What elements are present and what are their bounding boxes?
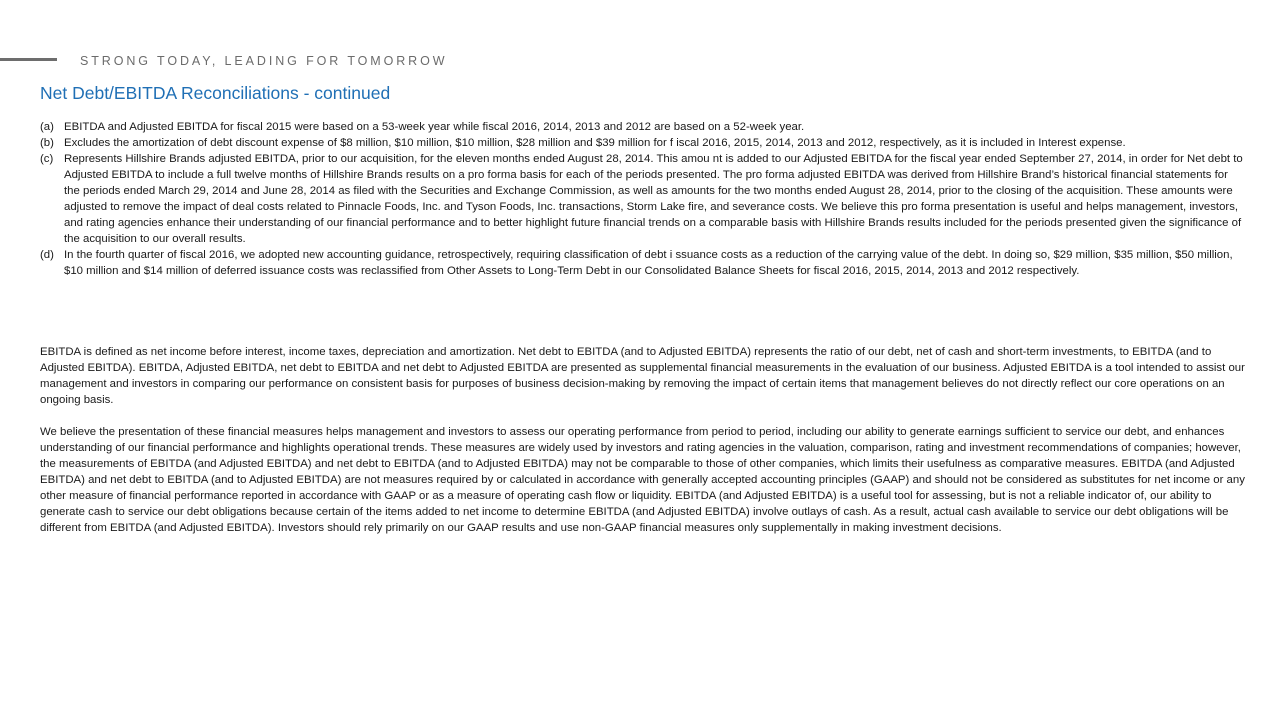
footnotes-list — [40, 119, 1246, 279]
footnote-label: (c) — [40, 153, 54, 165]
footnote-text: Represents Hillshire Brands adjusted EBITDA, prior to our acquisition, for the eleven months ended August 28, 2014. This amou nt is added to our Adjusted EBITDA for the fiscal year ended September 27, 2014, in order for Net debt to Adjusted EBITDA to include a full twelve months of Hillshire Brands results on a pro forma basis for each of the periods presented. The pro forma adjusted EBITDA was derived from Hillshire Brand’s historical financial statements for the periods ended March 29, 2014 and June 28, 2014 as filed with the Securities and Exchange Commission, as well as amounts for the two months ended August 28, 2014, prior to the closing of the acquisition. These amounts were adjusted to remove the impact of deal costs related to Pinnacle Foods, Inc. and Tyson Foods, Inc. transactions, Storm Lake fire, and severance costs. We believe this pro forma presentation is useful and helps management, investors, and rating agencies enhance their understanding of our financial performance and to better highlight future financial trends on a comparable basis with Hillshire Brands results included for the periods presented given the significance of the acquisition to our overall results. — [64, 153, 1243, 245]
footnote-label: (a) — [40, 121, 54, 133]
footnote-c — [40, 151, 1246, 247]
footnote-d — [40, 247, 1246, 279]
slide-tagline: STRONG TODAY, LEADING FOR TOMORROW — [80, 54, 448, 68]
footnote-a — [40, 119, 1246, 135]
footnote-text: In the fourth quarter of fiscal 2016, we adopted new accounting guidance, retrospectively, requiring classification of debt i ssuance costs as a reduction of the carrying value of the debt. In doing so, $29 million, $35 million, $50 million, $10 million and $14 million of deferred issuance costs was reclassified from Other Assets to Long-Term Debt in our Consolidated Balance Sheets for fiscal 2016, 2015, 2014, 2013 and 2012 respectively. — [64, 249, 1233, 277]
ebitda-usefulness-paragraph: We believe the presentation of these financial measures helps management and investors to assess our operating performance from period to period, including our ability to generate earnings sufficient to service our debt, and enhances understanding of our financial performance and highlights operational trends. These measures are widely used by investors and rating agencies in the valuation, comparison, rating and investment recommendations of companies; however, the measurements of EBITDA (and Adjusted EBITDA) and net debt to EBITDA (and to Adjusted EBITDA) may not be comparable to those of other companies, which limits their usefulness as comparative measures. EBITDA (and Adjusted EBITDA) and net debt to EBITDA (and to Adjusted EBITDA) are not measures required by or calculated in accordance with generally accepted accounting principles (GAAP) and should not be considered as substitutes for net income or any other measure of financial performance reported in accordance with GAAP or as a measure of operating cash flow or liquidity. EBITDA (and Adjusted EBITDA) is a useful tool for assessing, but is not a reliable indicator of, our ability to generate cash to service our debt obligations because certain of the items added to net income to determine EBITDA (and Adjusted EBITDA) involve outlays of cash. As a result, actual cash available to service our debt obligations will be different from EBITDA (and Adjusted EBITDA). Investors should rely primarily on our GAAP results and use non-GAAP financial measures only supplementally in making investment decisions. — [40, 426, 1245, 534]
footnote-text: EBITDA and Adjusted EBITDA for fiscal 2015 were based on a 53-week year while fiscal 2016, 2014, 2013 and 2012 are based on a 52-week year. — [64, 121, 805, 133]
footnote-label: (b) — [40, 137, 54, 149]
footnote-label: (d) — [40, 249, 54, 261]
footnote-text: Excludes the amortization of debt discount expense of $8 million, $10 million, $10 million, $28 million and $39 million for f iscal 2016, 2015, 2014, 2013 and 2012, respectively, as it is included in Interest expense. — [64, 137, 1126, 149]
accent-bar — [0, 58, 57, 61]
ebitda-definition-paragraph: EBITDA is defined as net income before interest, income taxes, depreciation and amortization. Net debt to EBITDA (and to Adjusted EBITDA) represents the ratio of our debt, net of cash and short-term investments, to EBITDA (and to Adjusted EBITDA). EBITDA, Adjusted EBITDA, net debt to EBITDA and net debt to Adjusted EBITDA are presented as supplemental financial measurements in the evaluation of our business. Adjusted EBITDA is a tool intended to assist our management and investors in comparing our performance on consistent basis for purposes of business decision-making by removing the impact of certain items that management believes do not directly reflect our core operations on an ongoing basis. — [40, 346, 1245, 406]
page-title: Net Debt/EBITDA Reconciliations - continued — [40, 83, 391, 103]
footnote-b — [40, 135, 1246, 151]
